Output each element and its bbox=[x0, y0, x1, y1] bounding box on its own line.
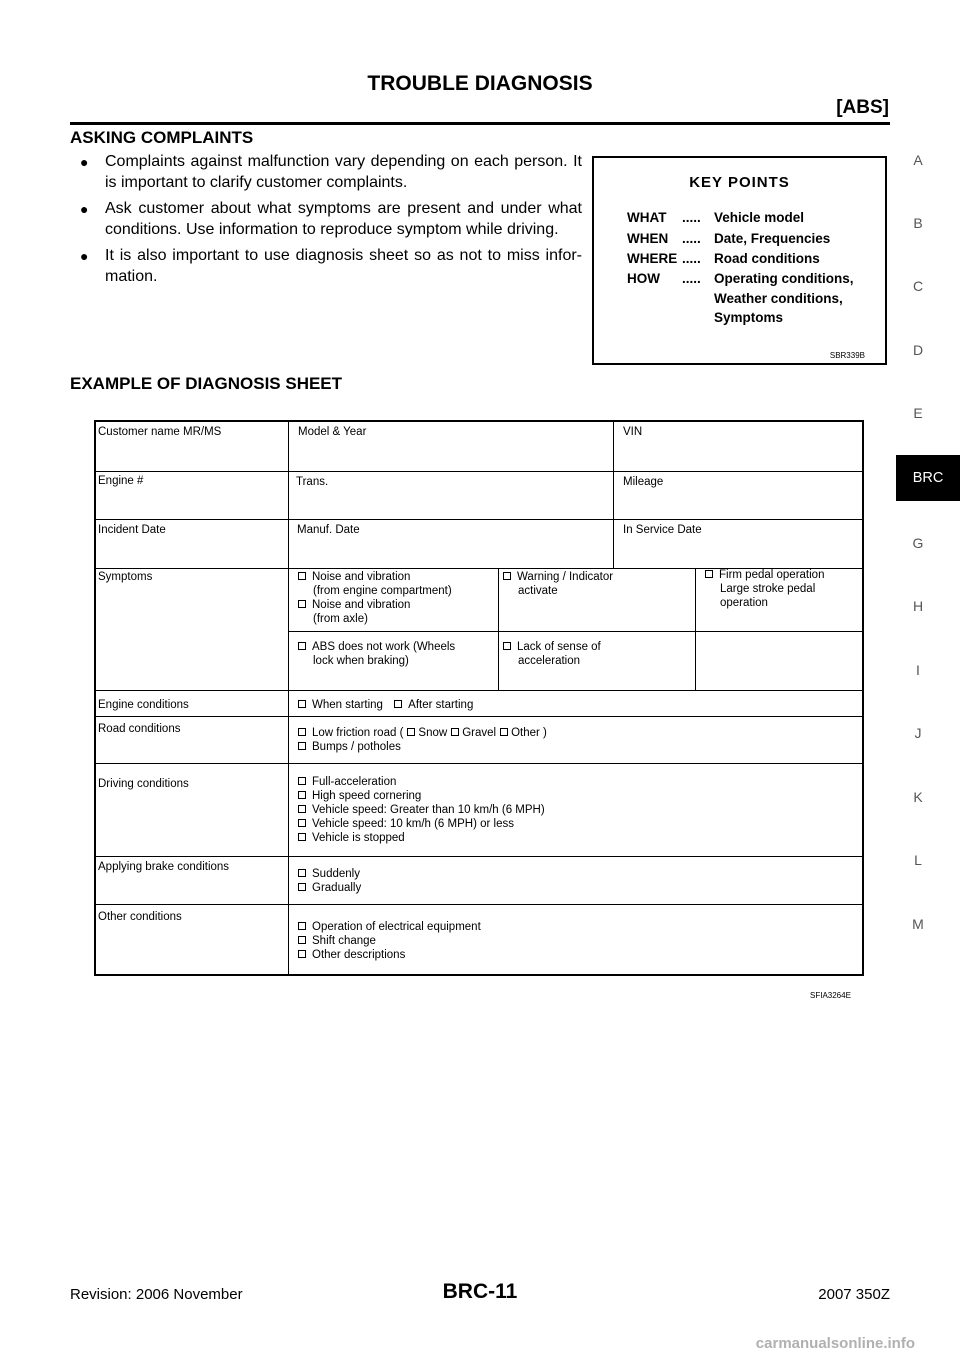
bullet-item bbox=[80, 152, 582, 193]
index-letter-d[interactable]: D bbox=[912, 342, 924, 358]
checkbox[interactable] bbox=[298, 600, 306, 608]
checkbox[interactable] bbox=[298, 805, 306, 813]
watermark: carmanualsonline.info bbox=[755, 1335, 915, 1352]
bullet-item bbox=[80, 246, 582, 287]
checkbox[interactable] bbox=[298, 922, 306, 930]
brake-conditions-options: Suddenly Gradually bbox=[298, 867, 361, 895]
bullet-icon: ● bbox=[80, 248, 89, 264]
manuf-date-label: Manuf. Date bbox=[297, 524, 360, 536]
engine-conditions-options: When starting After starting bbox=[298, 698, 473, 712]
driving-conditions-options: Full-acceleration High speed cornering Vehicle speed: Greater than 10 km/h (6 MPH) Vehicle speed: 10 km/h (6 MPH) or less Vehicle is stopped bbox=[298, 775, 545, 845]
key-points-title: KEY POINTS bbox=[689, 174, 790, 191]
bullet-icon: ● bbox=[80, 154, 89, 170]
symptom-warning: Warning / Indicator activate bbox=[503, 570, 613, 598]
index-letter-h[interactable]: H bbox=[912, 598, 924, 614]
checkbox[interactable] bbox=[500, 728, 508, 736]
footer-model: 2007 350Z bbox=[818, 1286, 890, 1303]
symptom-firm-pedal: Firm pedal operation Large stroke pedal operation bbox=[705, 568, 824, 610]
bullet-text: It is also important to use diagnosis sheet so as not to miss infor-mation. bbox=[105, 247, 582, 285]
incident-date-label: Incident Date bbox=[98, 524, 166, 536]
index-letter-k[interactable]: K bbox=[913, 789, 923, 805]
checkbox[interactable] bbox=[298, 950, 306, 958]
index-letter-m[interactable]: M bbox=[912, 916, 924, 932]
model-year-label: Model & Year bbox=[298, 426, 367, 438]
page-title: TROUBLE DIAGNOSIS bbox=[367, 72, 593, 95]
key-point-how-cont: Weather conditions, bbox=[714, 291, 843, 306]
in-service-date-label: In Service Date bbox=[623, 524, 702, 536]
index-letter-a[interactable]: A bbox=[913, 152, 923, 168]
key-point-when: WHEN ..... Date, Frequencies bbox=[627, 231, 831, 246]
checkbox[interactable] bbox=[298, 642, 306, 650]
other-conditions-options: Operation of electrical equipment Shift change Other descriptions bbox=[298, 920, 481, 962]
checkbox[interactable] bbox=[298, 791, 306, 799]
checkbox[interactable] bbox=[298, 777, 306, 785]
index-tab-brc[interactable]: BRC bbox=[896, 455, 960, 501]
checkbox[interactable] bbox=[298, 572, 306, 580]
index-letter-l[interactable]: L bbox=[914, 852, 922, 868]
other-conditions-label: Other conditions bbox=[98, 911, 182, 923]
engine-number-label: Engine # bbox=[98, 475, 144, 487]
brake-conditions-label: Applying brake conditions bbox=[98, 861, 230, 873]
checkbox[interactable] bbox=[298, 728, 306, 736]
symptom-noise-engine: Noise and vibration (from engine compartment) Noise and vibration (from axle) bbox=[298, 570, 452, 626]
bullet-text: Ask customer about what symptoms are present and under what conditions. Use information to reproduce symptom while driving. bbox=[105, 200, 582, 238]
key-point-where: WHERE ..... Road conditions bbox=[627, 251, 820, 266]
index-letter-i[interactable]: I bbox=[916, 662, 920, 678]
checkbox[interactable] bbox=[705, 570, 713, 578]
key-points-figure bbox=[592, 156, 887, 365]
checkbox[interactable] bbox=[298, 819, 306, 827]
bullet-icon: ● bbox=[80, 201, 89, 217]
driving-conditions-label: Driving conditions bbox=[98, 778, 189, 790]
checkbox[interactable] bbox=[298, 883, 306, 891]
vin-label: VIN bbox=[623, 426, 643, 438]
footer-page-number: BRC-11 bbox=[442, 1280, 518, 1303]
checkbox[interactable] bbox=[407, 728, 415, 736]
index-letter-g[interactable]: G bbox=[912, 535, 924, 551]
footer-revision: Revision: 2006 November bbox=[70, 1286, 243, 1303]
complaints-bullet-list bbox=[80, 152, 582, 293]
symptom-abs: ABS does not work (Wheels lock when braking) bbox=[298, 640, 455, 668]
checkbox[interactable] bbox=[503, 642, 511, 650]
key-point-how-cont: Symptoms bbox=[714, 310, 784, 325]
checkbox[interactable] bbox=[298, 700, 306, 708]
index-letter-j[interactable]: J bbox=[914, 725, 922, 741]
symptom-lack-acceleration: Lack of sense of acceleration bbox=[503, 640, 601, 668]
key-point-how: HOW ..... Operating conditions, bbox=[627, 271, 854, 286]
checkbox[interactable] bbox=[451, 728, 459, 736]
checkbox[interactable] bbox=[298, 869, 306, 877]
bullet-item bbox=[80, 199, 582, 240]
header-rule bbox=[70, 122, 890, 125]
trans-label: Trans. bbox=[296, 476, 329, 488]
asking-complaints-heading: ASKING COMPLAINTS bbox=[70, 128, 254, 147]
customer-name-label: Customer name MR/MS bbox=[98, 426, 222, 438]
road-conditions-options: Low friction road ( Snow Gravel Other ) Bumps / potholes bbox=[298, 726, 547, 754]
section-tag: [ABS] bbox=[836, 97, 889, 118]
bullet-text: Complaints against malfunction vary depending on each person. It is important to clarify customer complaints. bbox=[105, 153, 582, 191]
checkbox[interactable] bbox=[503, 572, 511, 580]
example-sheet-heading: EXAMPLE OF DIAGNOSIS SHEET bbox=[70, 374, 343, 393]
index-letter-b[interactable]: B bbox=[913, 215, 923, 231]
checkbox[interactable] bbox=[298, 742, 306, 750]
symptoms-label: Symptoms bbox=[98, 571, 153, 583]
key-point-what: WHAT ..... Vehicle model bbox=[627, 210, 805, 225]
road-conditions-label: Road conditions bbox=[98, 723, 181, 735]
checkbox[interactable] bbox=[394, 700, 402, 708]
diagnosis-sheet bbox=[94, 420, 864, 976]
mileage-label: Mileage bbox=[623, 476, 664, 488]
index-letter-c[interactable]: C bbox=[912, 278, 924, 294]
engine-conditions-label: Engine conditions bbox=[98, 699, 189, 711]
figure-id: SFIA3264E bbox=[810, 991, 851, 1000]
checkbox[interactable] bbox=[298, 833, 306, 841]
index-letter-e[interactable]: E bbox=[913, 405, 923, 421]
figure-id: SBR339B bbox=[829, 351, 865, 360]
checkbox[interactable] bbox=[298, 936, 306, 944]
